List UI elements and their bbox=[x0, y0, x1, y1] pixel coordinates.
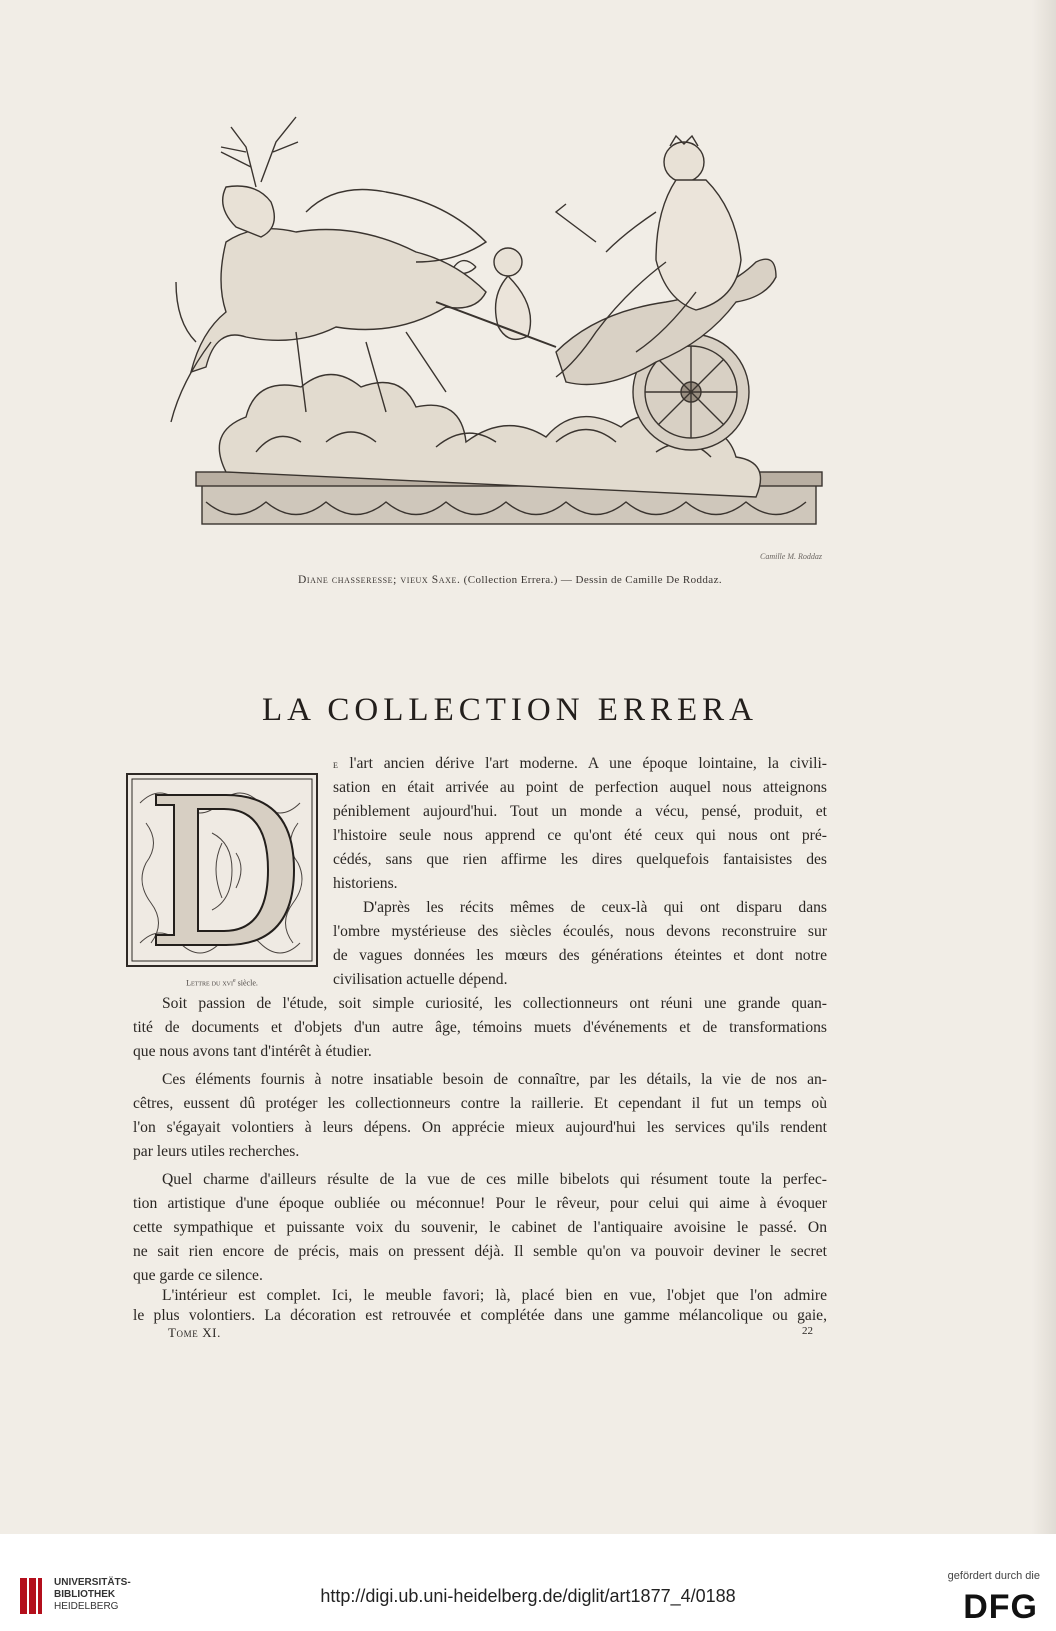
signature-mark: 22 bbox=[802, 1325, 813, 1337]
text-line: péniblement aujourd'hui. Tout un monde a vécu, pensé, produit, et bbox=[333, 803, 827, 820]
text-line: sation en était arrivée au point de perfection auquel nous atteignons bbox=[333, 779, 827, 796]
text-line: Quel charme d'ailleurs résulte de la vue de ces mille bibelots qui résument toute la perfec- bbox=[162, 1171, 827, 1188]
caption-smallcaps: Diane chasseresse; vieux Saxe. bbox=[297, 574, 461, 586]
text-line: l'ombre mystérieuse des siècles écoulés, nous devons reconstruire sur bbox=[333, 923, 827, 940]
text-line: l'histoire seule nous apprend ce qu'ont été ceux qui nous ont pré- bbox=[333, 827, 827, 844]
drop-cap-caption bbox=[126, 978, 318, 988]
drop-cap-glyph: D bbox=[222, 893, 223, 894]
text-line: civilisation actuelle dépend. bbox=[333, 971, 508, 988]
engraving-drawing bbox=[136, 92, 856, 562]
text-line: D'après les récits mêmes de ceux-là qui ont disparu dans bbox=[363, 899, 827, 916]
text-line: l'on s'égayait volontiers à leurs dépens. On apprécie mieux aujourd'hui les services qu'ils rendent bbox=[133, 1119, 827, 1136]
text-line: tion artistique d'une époque oubliée ou méconnue! Pour le rêveur, pour celui qui aime à évoquer bbox=[133, 1195, 827, 1212]
text-line: cêtres, eussent dû protéger les collectionneurs contre la raillerie. Et cependant il fut un temps où bbox=[133, 1095, 827, 1112]
page-edge-shadow bbox=[1032, 0, 1056, 1534]
illustration-caption bbox=[100, 574, 920, 586]
ornamental-drop-cap bbox=[126, 773, 318, 967]
diane-chasseresse-illustration bbox=[136, 92, 856, 562]
volume-mark-text: Tome XI. bbox=[168, 1325, 221, 1340]
text-line: que garde ce silence. bbox=[133, 1267, 263, 1284]
text-line: tité de documents et d'objets d'un autre âge, témoins muets d'événements et de transformations bbox=[133, 1019, 827, 1036]
drop-cap-caption-sup: e bbox=[233, 978, 236, 984]
text-line: Ces éléments fournis à notre insatiable besoin de connaître, par les détails, la vie de nos an- bbox=[162, 1071, 827, 1088]
drop-cap-caption-end: siècle. bbox=[235, 978, 258, 988]
text-line: cédés, sans que rien affirme les dires quelquefois fantaisistes des bbox=[333, 851, 827, 868]
drop-cap-caption-text: Lettre du xvi bbox=[186, 978, 233, 988]
permalink-url[interactable]: http://digi.ub.uni-heidelberg.de/diglit/art1877_4/0188 bbox=[320, 1586, 736, 1606]
viewer-footer-bar bbox=[0, 1534, 1056, 1631]
library-line-1: UNIVERSITÄTS- bbox=[54, 1577, 131, 1588]
drop-cap-letter-d bbox=[126, 773, 318, 967]
text-line: par leurs utiles recherches. bbox=[133, 1143, 300, 1160]
first-word-smallcap: e bbox=[333, 759, 339, 771]
dfg-logo[interactable]: DFG bbox=[963, 1588, 1038, 1626]
line-text: l'art ancien dérive l'art moderne. A une époque lointaine, la civili- bbox=[338, 755, 827, 772]
volume-mark bbox=[168, 1325, 221, 1341]
caption-plain: (Collection Errera.) — Dessin de Camille De Roddaz. bbox=[460, 574, 723, 586]
text-line: ne sait rien encore de précis, mais on pressent déjà. Il semble qu'on va pouvoir deviner le secret bbox=[133, 1243, 827, 1260]
text-line bbox=[333, 755, 827, 773]
text-line: cette sympathique et puissante voix du souvenir, le cabinet de l'antiquaire avoisine le passé. On bbox=[133, 1219, 827, 1236]
funder-credit-text: gefördert durch die bbox=[947, 1570, 1040, 1582]
article-title: LA COLLECTION ERRERA bbox=[262, 692, 758, 728]
text-line: de vagues données les mœurs des générations éteintes et dont notre bbox=[333, 947, 827, 964]
text-line: le plus volontiers. La décoration est retrouvée et complétée dans une gamme mélancolique ou gaie, bbox=[133, 1307, 827, 1324]
text-line: Soit passion de l'étude, soit simple curiosité, les collectionneurs ont réuni une grande quan- bbox=[162, 995, 827, 1012]
library-line-3: HEIDELBERG bbox=[54, 1601, 119, 1612]
text-line: L'intérieur est complet. Ici, le meuble favori; là, placé bien en vue, l'objet que l'on admire bbox=[162, 1287, 827, 1304]
library-line-2: BIBLIOTHEK bbox=[54, 1589, 116, 1600]
text-line: que nous avons tant d'intérêt à étudier. bbox=[133, 1043, 372, 1060]
engraver-signature: Camille M. Roddaz bbox=[760, 552, 822, 561]
text-line: historiens. bbox=[333, 875, 398, 892]
